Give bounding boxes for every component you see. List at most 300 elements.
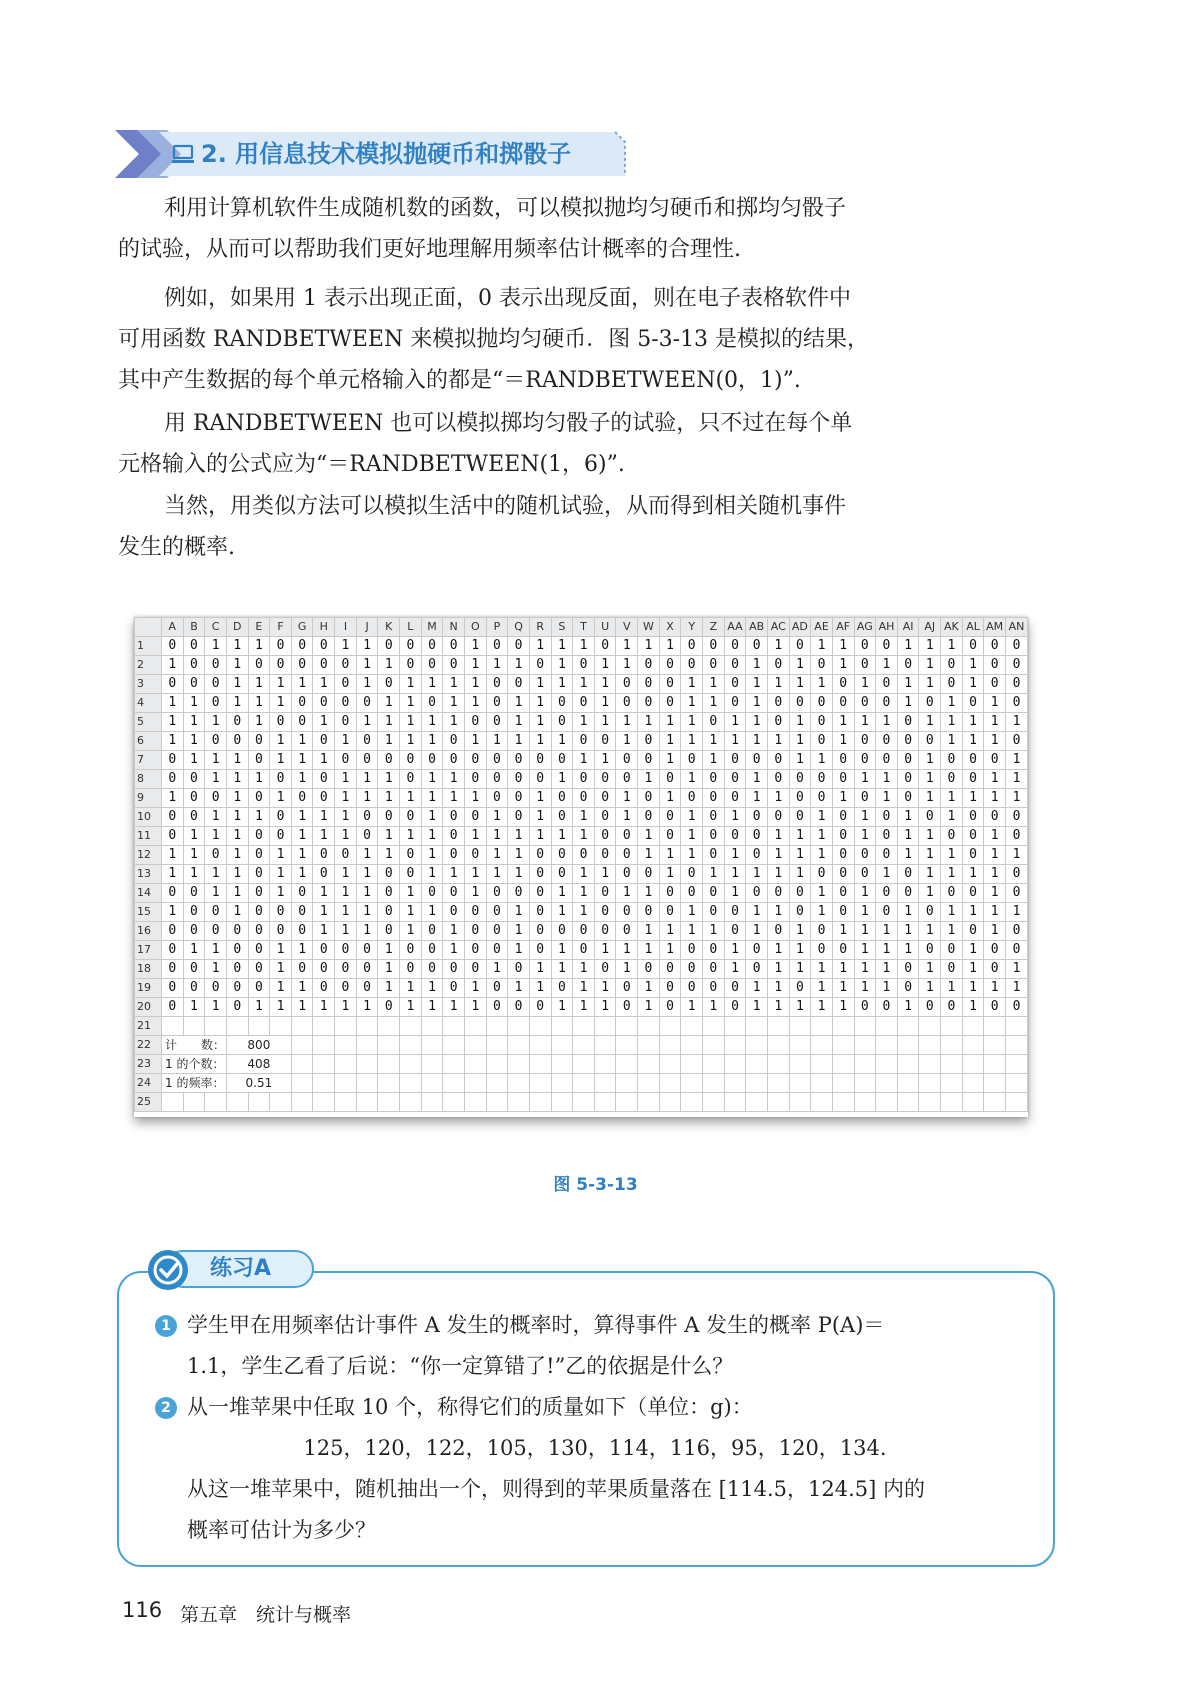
data-cell: 1 [226,865,248,884]
data-cell: 0 [508,789,530,808]
data-cell: 0 [681,941,703,960]
empty-cell [270,1017,292,1036]
row-number: 22 [135,1036,162,1055]
empty-cell [486,1017,508,1036]
data-cell: 1 [486,827,508,846]
column-header: U [594,618,616,637]
data-cell: 0 [464,751,486,770]
data-cell: 1 [573,808,595,827]
data-cell: 1 [876,960,898,979]
spreadsheet-figure [134,617,1028,1117]
data-cell: 1 [962,656,984,675]
empty-cell [681,1093,703,1112]
table-row [135,884,1028,903]
data-cell: 0 [573,732,595,751]
data-cell: 0 [767,751,789,770]
data-cell: 0 [551,751,573,770]
data-cell: 1 [313,713,335,732]
data-cell: 1 [205,827,227,846]
data-cell: 0 [443,656,465,675]
data-cell: 1 [291,846,313,865]
data-cell: 0 [832,846,854,865]
data-cell: 0 [984,637,1006,656]
data-cell: 1 [789,732,811,751]
exercise-text: 从这一堆苹果中，随机抽出一个，则得到的苹果质量落在 [114.5，124.5] 内的 [187,1477,925,1501]
data-cell: 0 [811,713,833,732]
data-cell: 0 [335,656,357,675]
data-cell: 1 [573,998,595,1017]
data-cell: 1 [681,922,703,941]
data-cell: 0 [508,751,530,770]
data-cell: 0 [443,732,465,751]
data-cell: 0 [767,656,789,675]
data-cell: 1 [616,732,638,751]
column-header: AH [876,618,898,637]
data-cell: 1 [1005,770,1027,789]
data-cell: 0 [486,751,508,770]
row-number: 19 [135,979,162,998]
data-cell: 0 [659,903,681,922]
data-cell: 1 [659,713,681,732]
data-cell: 1 [270,884,292,903]
empty-cell [962,1093,984,1112]
empty-cell [594,1036,616,1055]
practice-tab [148,1250,316,1290]
empty-cell [356,1017,378,1036]
paragraph-1 [118,188,918,270]
empty-cell [291,1074,313,1093]
data-cell: 0 [876,846,898,865]
data-cell: 1 [226,694,248,713]
data-cell: 0 [529,941,551,960]
text-line: 元格输入的公式应为“＝RANDBETWEEN(1，6)”. [118,452,625,477]
data-cell: 1 [226,789,248,808]
data-cell: 0 [681,637,703,656]
data-cell: 1 [1005,903,1027,922]
data-cell: 0 [205,903,227,922]
empty-cell [291,1036,313,1055]
empty-cell [400,1036,422,1055]
empty-cell [919,1036,941,1055]
data-cell: 1 [551,637,573,656]
data-cell: 0 [703,770,725,789]
data-cell: 1 [573,960,595,979]
data-cell: 1 [681,713,703,732]
data-cell: 1 [811,808,833,827]
empty-cell [984,1093,1006,1112]
row-number: 3 [135,675,162,694]
data-cell: 0 [400,770,422,789]
data-cell: 1 [789,713,811,732]
data-cell: 1 [703,998,725,1017]
data-cell: 1 [335,884,357,903]
data-cell: 0 [724,922,746,941]
data-cell: 1 [941,789,963,808]
data-cell: 0 [162,770,184,789]
empty-cell [421,1055,443,1074]
data-cell: 1 [508,732,530,751]
empty-cell [962,1055,984,1074]
data-cell: 0 [941,960,963,979]
data-cell: 0 [529,751,551,770]
data-cell: 1 [551,675,573,694]
data-cell: 0 [594,960,616,979]
data-cell: 0 [226,713,248,732]
row-number: 5 [135,713,162,732]
data-cell: 1 [162,865,184,884]
data-cell: 0 [486,694,508,713]
data-cell: 0 [356,694,378,713]
data-cell: 1 [356,637,378,656]
empty-cell [811,1055,833,1074]
data-cell: 0 [313,694,335,713]
data-cell: 1 [443,675,465,694]
data-cell: 1 [248,713,270,732]
data-cell: 0 [226,732,248,751]
data-cell: 1 [919,922,941,941]
data-cell: 1 [573,751,595,770]
empty-cell [811,1093,833,1112]
data-cell: 0 [659,827,681,846]
data-cell: 0 [270,808,292,827]
data-cell: 0 [464,903,486,922]
row-number: 20 [135,998,162,1017]
data-cell: 1 [464,979,486,998]
empty-cell [443,1017,465,1036]
data-cell: 0 [421,656,443,675]
data-cell: 1 [378,789,400,808]
data-cell: 0 [573,789,595,808]
data-cell: 1 [400,789,422,808]
data-cell: 1 [443,941,465,960]
summary-label: 1 的个数： [162,1055,227,1074]
empty-cell [941,1036,963,1055]
data-cell: 0 [162,751,184,770]
data-cell: 0 [270,770,292,789]
data-cell: 0 [638,751,660,770]
data-cell: 1 [356,998,378,1017]
data-cell: 0 [551,922,573,941]
data-cell: 1 [464,675,486,694]
data-cell: 1 [789,998,811,1017]
table-row [135,789,1028,808]
data-cell: 0 [811,922,833,941]
table-row [135,808,1028,827]
data-cell: 1 [205,808,227,827]
empty-cell [984,1036,1006,1055]
data-cell: 1 [226,675,248,694]
data-cell: 1 [421,998,443,1017]
data-cell: 0 [616,922,638,941]
page-number: 116 [122,1598,163,1622]
data-cell: 0 [941,751,963,770]
data-cell: 0 [508,998,530,1017]
data-cell: 0 [551,808,573,827]
empty-cell [616,1055,638,1074]
data-cell: 1 [919,960,941,979]
data-cell: 1 [529,675,551,694]
data-cell: 0 [378,998,400,1017]
data-cell: 0 [486,979,508,998]
data-cell: 1 [638,922,660,941]
data-cell: 0 [854,846,876,865]
column-header: AK [941,618,963,637]
data-cell: 0 [356,827,378,846]
data-cell: 0 [573,922,595,941]
data-cell: 1 [811,675,833,694]
data-cell: 0 [356,979,378,998]
data-cell: 0 [594,770,616,789]
data-cell: 1 [941,808,963,827]
data-cell: 0 [551,979,573,998]
data-cell: 0 [616,751,638,770]
empty-cell [703,1017,725,1036]
exercise-number-badge: 1 [155,1315,177,1337]
empty-cell [464,1093,486,1112]
data-cell: 0 [962,637,984,656]
data-cell: 0 [400,865,422,884]
data-cell: 0 [400,941,422,960]
data-cell: 0 [205,675,227,694]
data-cell: 1 [659,751,681,770]
practice-check-icon [148,1250,188,1290]
empty-cell [746,1036,768,1055]
data-cell: 1 [941,922,963,941]
column-header: N [443,618,465,637]
empty-cell [335,1055,357,1074]
data-cell: 1 [529,827,551,846]
data-cell: 1 [508,865,530,884]
data-cell: 0 [508,675,530,694]
data-cell: 1 [897,846,919,865]
data-cell: 1 [551,960,573,979]
empty-cell [746,1093,768,1112]
data-cell: 1 [464,656,486,675]
data-cell: 1 [854,922,876,941]
data-cell: 1 [703,732,725,751]
data-cell: 0 [789,694,811,713]
text-line: 利用计算机软件生成随机数的函数，可以模拟抛均匀硬币和掷均匀骰子 [164,196,847,221]
data-cell: 0 [529,903,551,922]
data-cell: 1 [724,865,746,884]
data-cell: 1 [291,732,313,751]
data-cell: 1 [400,732,422,751]
data-cell: 1 [226,770,248,789]
data-cell: 1 [659,846,681,865]
data-cell: 0 [356,960,378,979]
empty-cell [335,1074,357,1093]
empty-cell [638,1055,660,1074]
data-cell: 0 [594,789,616,808]
data-cell: 1 [811,998,833,1017]
empty-cell [486,1074,508,1093]
data-cell: 0 [594,808,616,827]
data-cell: 0 [335,941,357,960]
empty-cell [205,1017,227,1036]
empty-cell [183,1093,205,1112]
data-cell: 1 [205,960,227,979]
column-header: P [486,618,508,637]
data-cell: 1 [335,732,357,751]
data-cell: 1 [767,960,789,979]
data-cell: 0 [919,732,941,751]
data-cell: 1 [616,941,638,960]
data-cell: 1 [746,998,768,1017]
data-cell: 1 [962,979,984,998]
data-cell: 1 [443,865,465,884]
data-cell: 0 [1005,827,1027,846]
data-cell: 1 [897,694,919,713]
empty-cell [291,1055,313,1074]
data-cell: 1 [767,846,789,865]
row-number: 18 [135,960,162,979]
empty-cell [486,1093,508,1112]
data-cell: 0 [1005,998,1027,1017]
data-cell: 1 [941,732,963,751]
empty-cell [703,1036,725,1055]
data-cell: 1 [226,656,248,675]
data-cell: 1 [443,922,465,941]
empty-cell [724,1055,746,1074]
data-cell: 1 [811,751,833,770]
data-cell: 0 [400,808,422,827]
data-cell: 0 [638,789,660,808]
data-cell: 1 [270,998,292,1017]
data-cell: 0 [876,732,898,751]
empty-cell [616,1036,638,1055]
data-cell: 0 [573,846,595,865]
data-cell: 0 [1005,637,1027,656]
data-cell: 1 [681,732,703,751]
empty-cell [789,1017,811,1036]
data-cell: 1 [270,979,292,998]
section-banner [115,130,627,178]
data-cell: 1 [421,827,443,846]
empty-cell [724,1093,746,1112]
data-cell: 0 [162,884,184,903]
data-cell: 0 [767,808,789,827]
empty-cell [486,1055,508,1074]
data-cell: 1 [789,960,811,979]
data-cell: 1 [335,637,357,656]
empty-cell [659,1036,681,1055]
data-cell: 0 [443,637,465,656]
data-cell: 1 [962,960,984,979]
empty-cell [854,1017,876,1036]
data-cell: 1 [291,675,313,694]
data-cell: 0 [876,694,898,713]
data-cell: 1 [659,637,681,656]
empty-cell [919,1055,941,1074]
data-cell: 0 [248,979,270,998]
paragraph-2 [118,278,918,401]
data-cell: 1 [746,732,768,751]
empty-cell [291,1093,313,1112]
data-cell: 1 [335,827,357,846]
data-cell: 1 [486,732,508,751]
data-cell: 0 [703,903,725,922]
data-cell: 0 [724,789,746,808]
data-cell: 1 [984,979,1006,998]
data-cell: 1 [313,675,335,694]
data-cell: 1 [356,656,378,675]
data-cell: 0 [832,903,854,922]
data-cell: 1 [378,827,400,846]
data-cell: 0 [616,827,638,846]
data-cell: 1 [811,827,833,846]
data-cell: 1 [811,960,833,979]
data-cell: 1 [876,922,898,941]
table-row [135,713,1028,732]
data-cell: 0 [616,846,638,865]
data-cell: 0 [443,808,465,827]
data-cell: 1 [551,656,573,675]
data-cell: 0 [832,675,854,694]
empty-cell [508,1093,530,1112]
data-cell: 0 [226,922,248,941]
data-cell: 0 [421,751,443,770]
data-cell: 1 [205,884,227,903]
data-cell: 0 [811,789,833,808]
data-cell: 0 [876,998,898,1017]
data-cell: 1 [573,637,595,656]
data-cell: 1 [724,960,746,979]
empty-cell [443,1074,465,1093]
data-cell: 1 [659,789,681,808]
data-cell: 0 [876,675,898,694]
data-cell: 1 [248,694,270,713]
data-cell: 1 [594,713,616,732]
data-cell: 0 [529,998,551,1017]
empty-cell [443,1036,465,1055]
data-cell: 1 [724,846,746,865]
column-header: G [291,618,313,637]
data-cell: 1 [616,713,638,732]
data-cell: 0 [248,732,270,751]
data-cell: 1 [789,827,811,846]
data-cell: 0 [941,770,963,789]
empty-cell [681,1055,703,1074]
data-cell: 0 [659,884,681,903]
data-cell: 1 [400,922,422,941]
data-cell: 1 [313,998,335,1017]
data-cell: 0 [335,675,357,694]
empty-cell [962,1074,984,1093]
data-cell: 0 [897,732,919,751]
data-cell: 1 [984,713,1006,732]
data-cell: 1 [897,675,919,694]
data-cell: 1 [183,694,205,713]
data-cell: 0 [941,998,963,1017]
data-cell: 1 [356,903,378,922]
data-cell: 0 [291,884,313,903]
data-cell: 0 [205,846,227,865]
data-cell: 0 [443,903,465,922]
table-row [135,1036,1028,1055]
column-header: T [573,618,595,637]
data-cell: 1 [962,675,984,694]
empty-cell [941,1074,963,1093]
data-cell: 0 [594,884,616,903]
data-cell: 1 [162,656,184,675]
row-number: 21 [135,1017,162,1036]
row-number: 9 [135,789,162,808]
data-cell: 1 [400,998,422,1017]
data-cell: 0 [270,922,292,941]
empty-cell [897,1074,919,1093]
table-row [135,941,1028,960]
empty-cell [854,1093,876,1112]
